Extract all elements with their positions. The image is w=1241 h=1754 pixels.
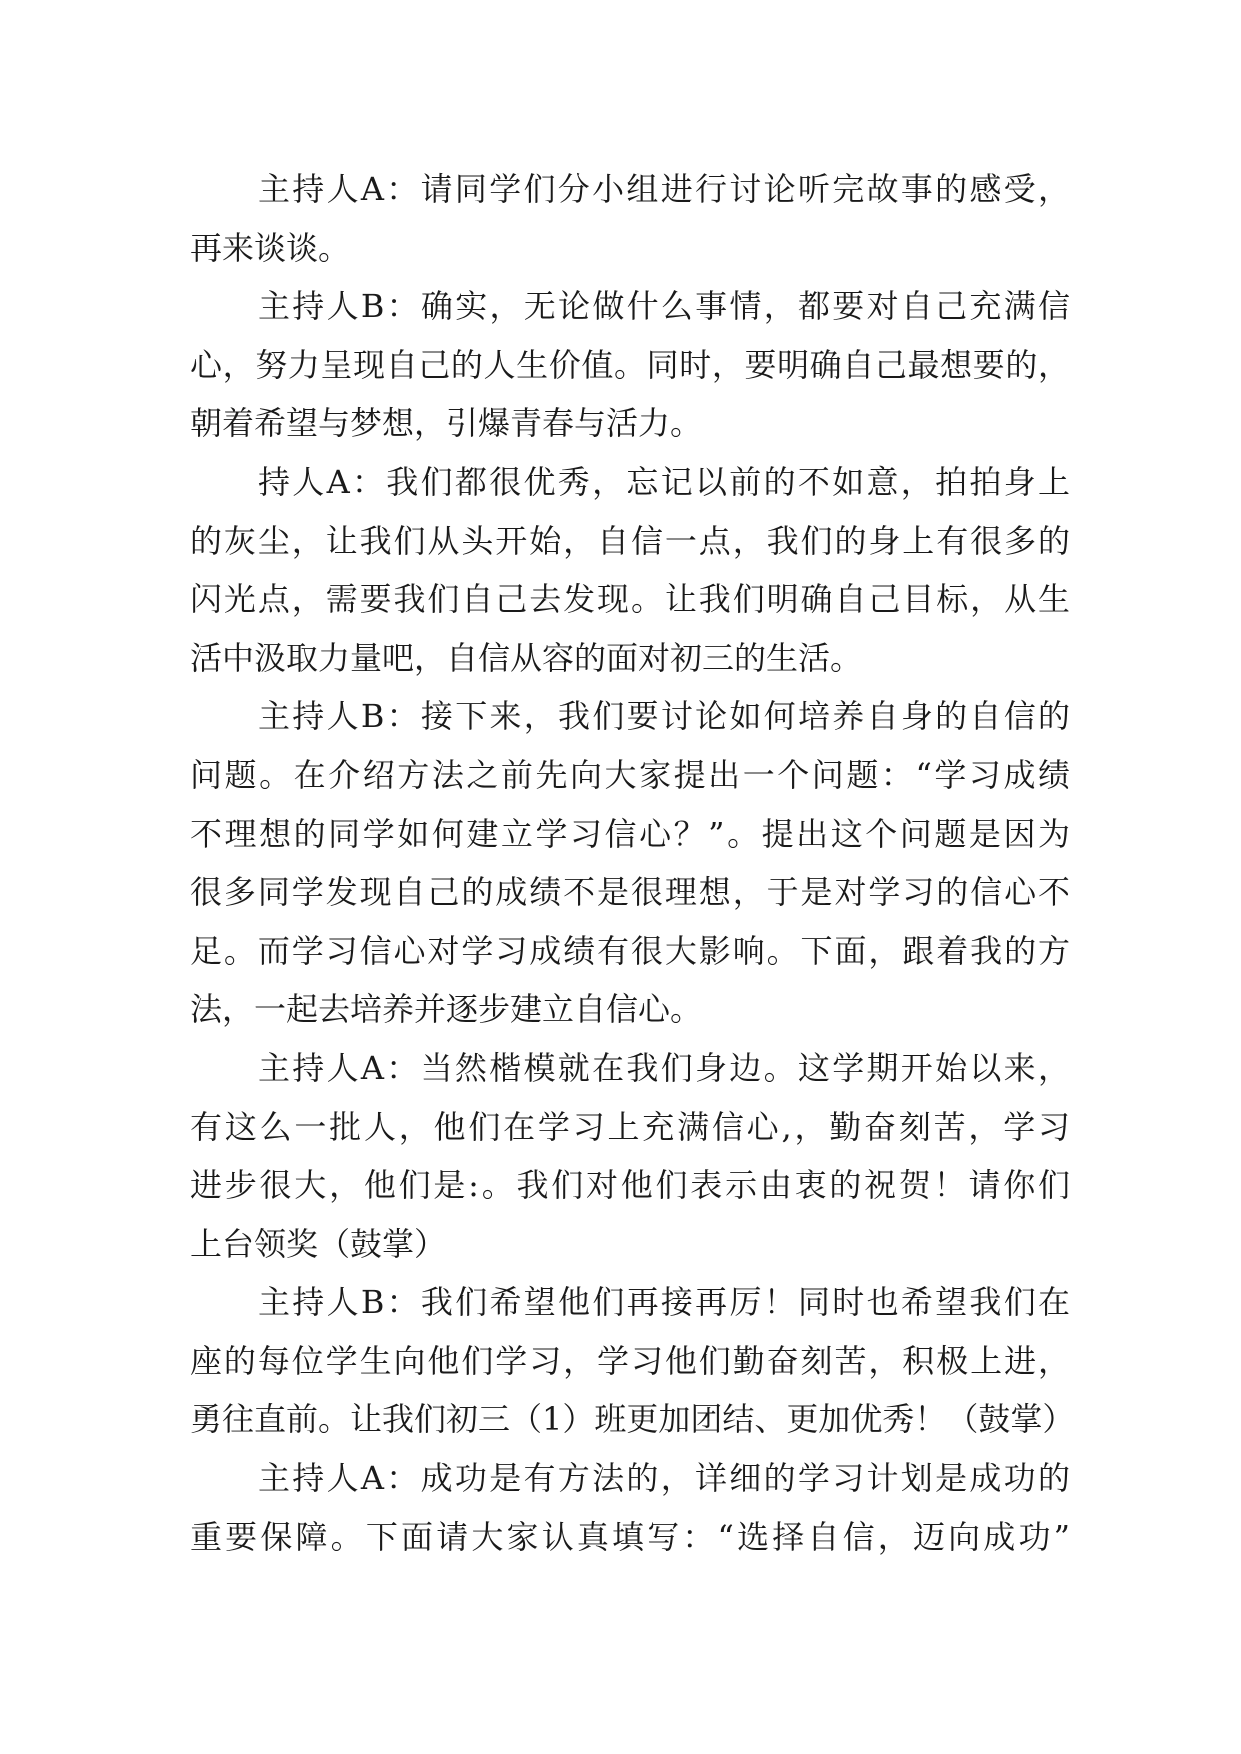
paragraph-line: 主持人B：接下来，我们要讨论如何培养自身的自信的	[258, 697, 1070, 736]
paragraph-line: 心，努力呈现自己的人生价值。同时，要明确自己最想要的，	[190, 345, 1070, 384]
paragraph-line: 重要保障。下面请大家认真填写：“选择自信，迈向成功”	[190, 1517, 1070, 1556]
paragraph-line: 座的每位学生向他们学习，学习他们勤奋刻苦，积极上进，	[190, 1341, 1070, 1380]
paragraph	[190, 1449, 1070, 1566]
paragraph-line: 法，一起去培养并逐步建立自信心。	[190, 990, 703, 1029]
paragraph-line: 主持人B：确实，无论做什么事情，都要对自己充满信	[258, 287, 1070, 326]
paragraph-line: 活中汲取力量吧，自信从容的面对初三的生活。	[190, 638, 863, 677]
paragraph-line: 问题。在介绍方法之前先向大家提出一个问题：“学习成绩	[190, 755, 1070, 794]
paragraph-line: 再来谈谈。	[190, 228, 351, 267]
paragraph-line: 主持人A：请同学们分小组进行讨论听完故事的感受，	[258, 170, 1070, 208]
document-body	[190, 160, 1075, 1566]
paragraph-line: 主持人B：我们希望他们再接再厉！同时也希望我们在	[258, 1283, 1070, 1322]
paragraph	[190, 453, 1070, 687]
paragraph	[190, 1273, 1075, 1449]
paragraph	[190, 277, 1070, 453]
paragraph	[190, 1039, 1070, 1273]
paragraph-line: 主持人A：成功是有方法的，详细的学习计划是成功的	[258, 1459, 1070, 1498]
paragraph-line: 足。而学习信心对学习成绩有很大影响。下面，跟着我的方	[190, 931, 1070, 970]
paragraph-line: 勇往直前。让我们初三（1）班更加团结、更加优秀！（鼓掌）	[190, 1400, 1075, 1439]
paragraph	[190, 687, 1070, 1039]
paragraph-line: 主持人A：当然楷模就在我们身边。这学期开始以来，	[258, 1048, 1070, 1087]
paragraph-line: 的灰尘，让我们从头开始，自信一点，我们的身上有很多的	[190, 521, 1070, 560]
paragraph-line: 不理想的同学如何建立学习信心？”。提出这个问题是因为	[190, 814, 1070, 853]
paragraph-line: 朝着希望与梦想，引爆青春与活力。	[190, 404, 703, 443]
paragraph-line: 很多同学发现自己的成绩不是很理想，于是对学习的信心不	[190, 873, 1070, 912]
paragraph-line: 持人A：我们都很优秀，忘记以前的不如意，拍拍身上	[258, 462, 1070, 501]
paragraph-line: 上台领奖（鼓掌）	[190, 1224, 447, 1263]
paragraph-line: 进步很大，他们是:。我们对他们表示由衷的祝贺！请你们	[190, 1166, 1070, 1205]
paragraph-line: 闪光点，需要我们自己去发现。让我们明确自己目标，从生	[190, 580, 1070, 619]
paragraph	[190, 160, 1070, 277]
paragraph-line: 有这么一批人，他们在学习上充满信心,，勤奋刻苦，学习	[190, 1107, 1070, 1146]
